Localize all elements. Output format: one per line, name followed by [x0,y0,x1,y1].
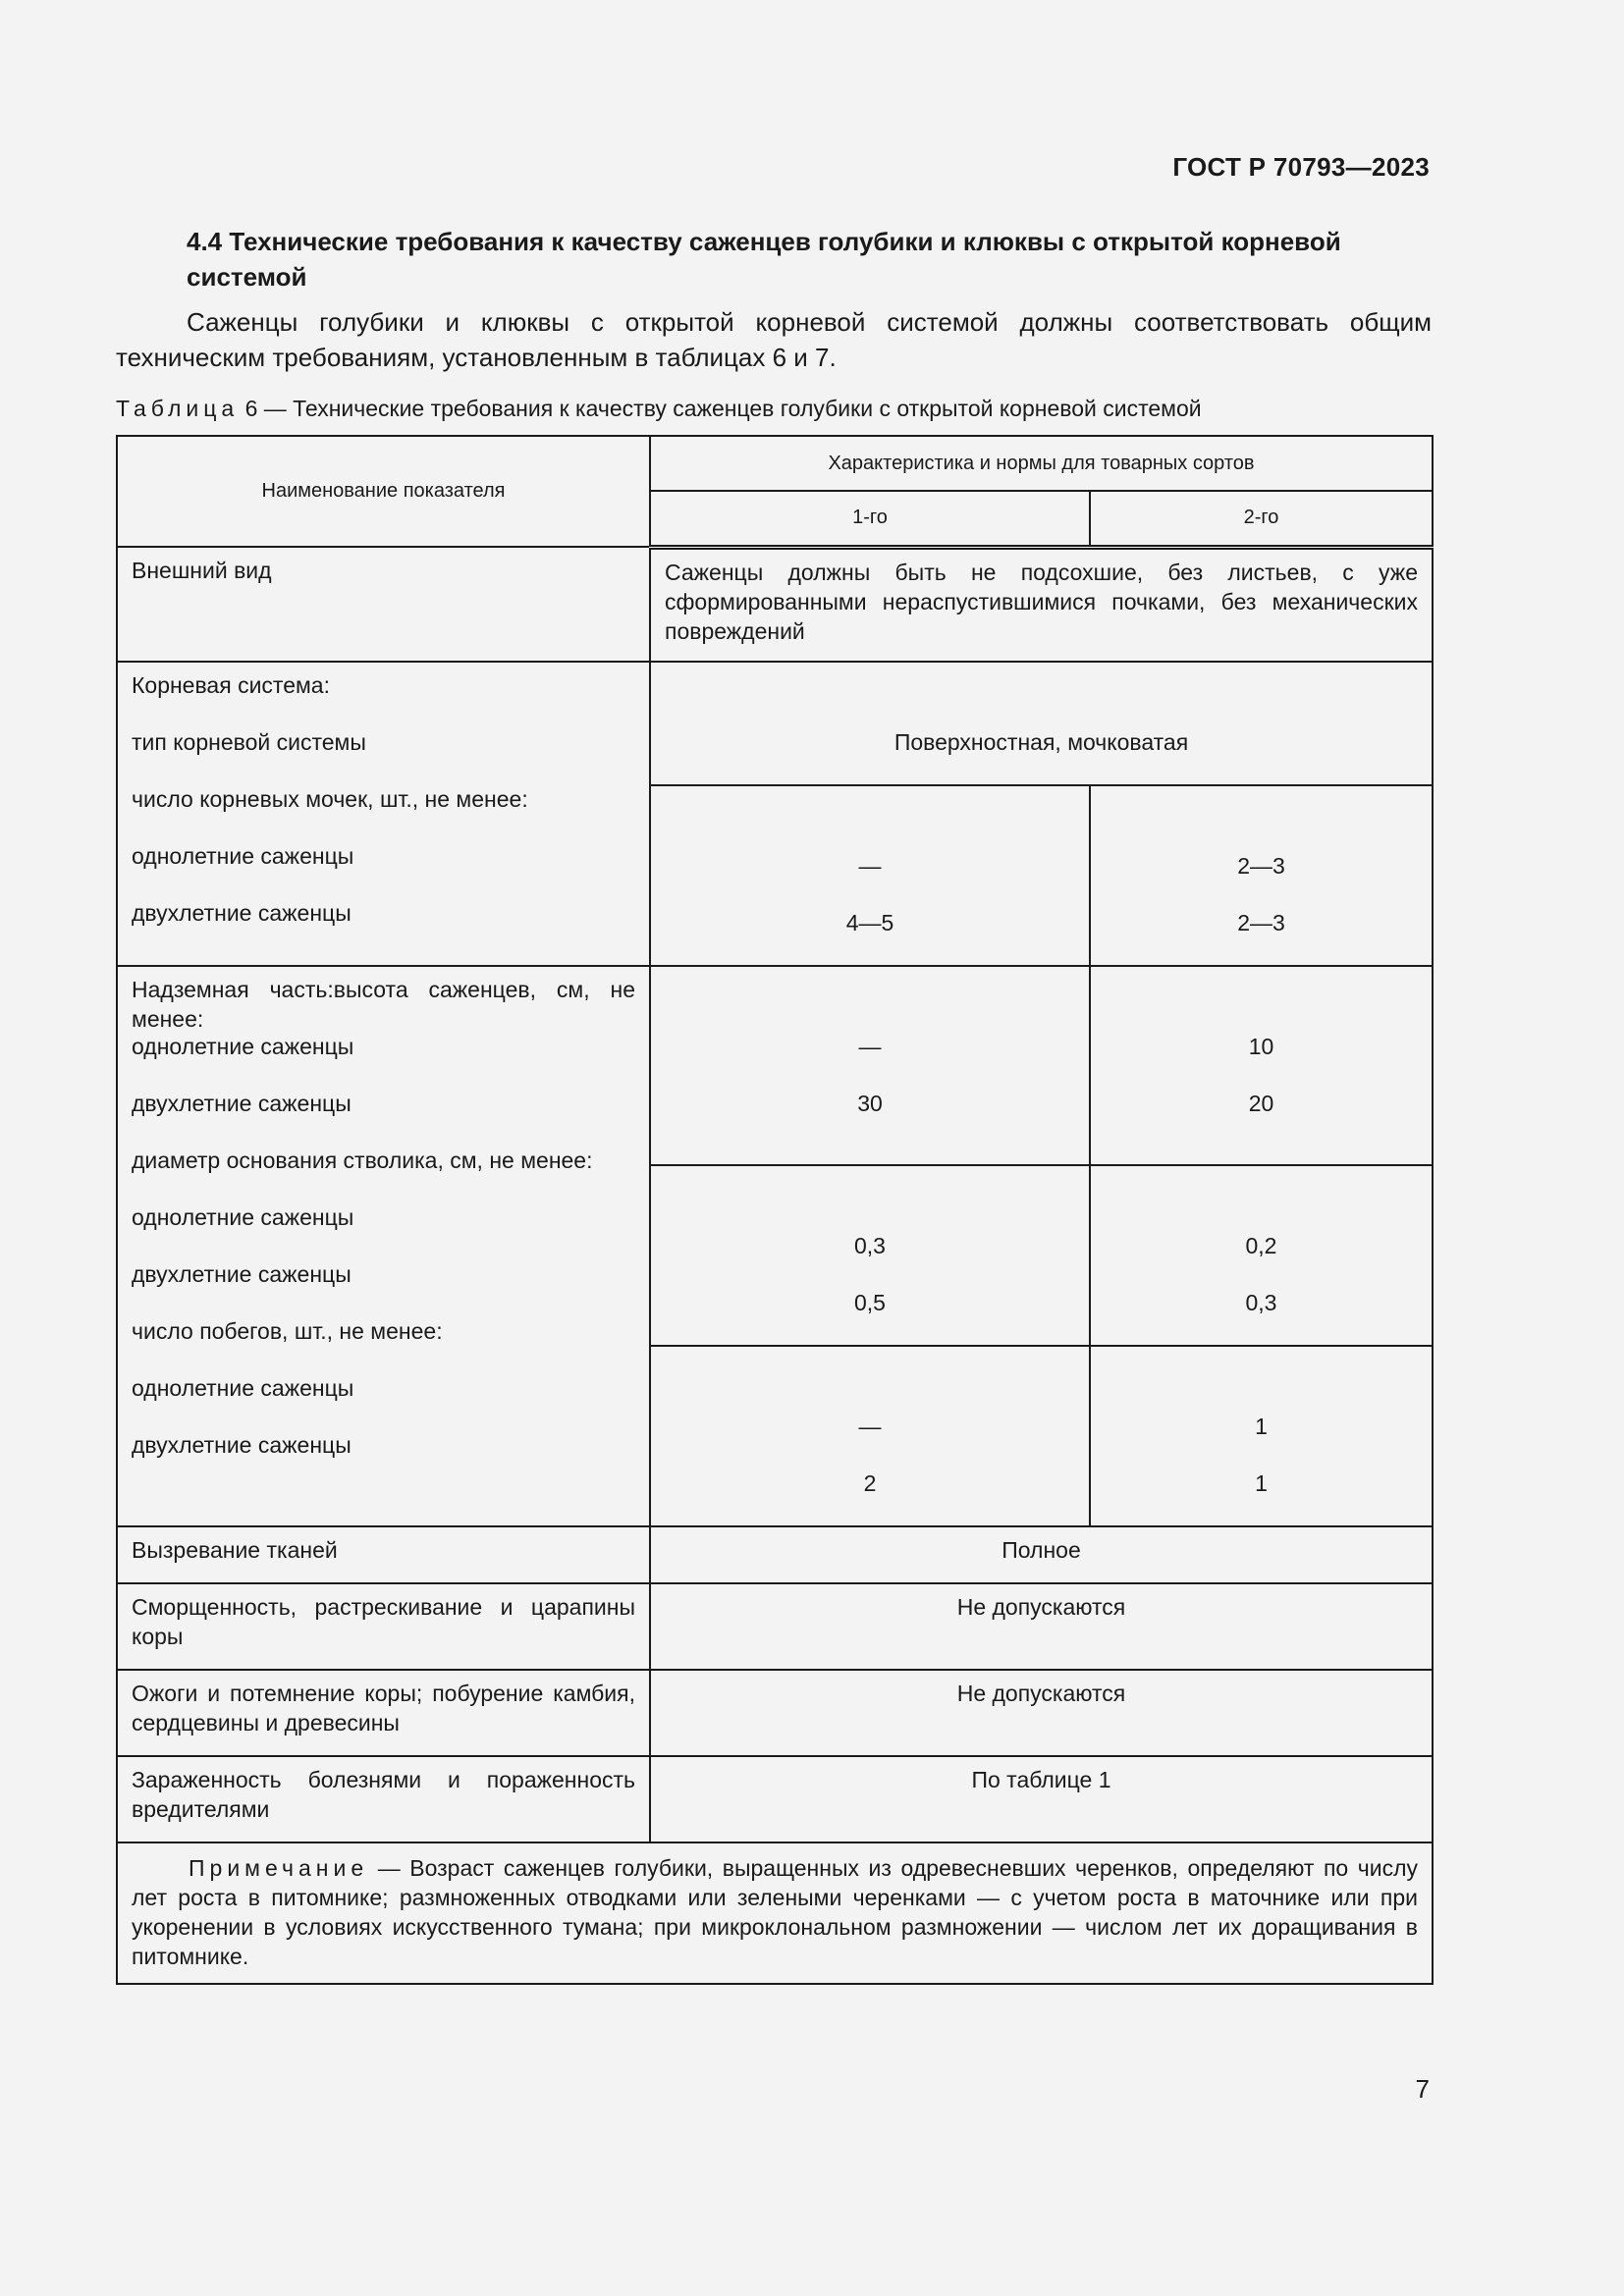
infection-label: Зараженность болезнями и пораженность вредителями [132,1767,635,1822]
requirements-table [116,435,1434,1985]
table-caption-word: Таблица [116,396,240,421]
note-text: — Возраст саженцев голубики, выращенных из одревесневших черенков, определяют по числу лет роста в питомнике; размноженных отводками или зелеными черенками — с учетом роста в маточнике или при укоренении в условиях искусственного тумана; при микроклональном размножении — числом лет их доращивания в питомнике. [132,1855,1418,1969]
table-caption-text: 6 — Технические требования к качеству саженцев голубики с открытой корневой системой [244,396,1202,421]
diameter-one-year-g2: 0,2 [1245,1233,1277,1258]
diameter-one-year-g1: 0,3 [854,1233,886,1258]
height-one-year-g2: 10 [1248,1034,1274,1059]
table-note-row [117,1842,1433,1984]
roots-type-value: Поверхностная, мочковатая [893,729,1189,755]
roots-label: Корневая система: [132,672,330,698]
table-row [117,1670,1433,1756]
table-row [117,662,1433,785]
header-grade-1: 1-го [650,491,1090,547]
row-value: Саженцы должны быть не подсохшие, без листьев, с уже сформированными нераспустившимися почками, без механических повреждений [665,559,1418,644]
maturation-label: Вызревание тканей [132,1537,338,1563]
diameter-one-year-label: однолетние саженцы [132,1204,354,1230]
table-row [117,1526,1433,1583]
table-row [117,966,1433,1165]
height-two-year-g1: 30 [857,1091,883,1116]
intro-paragraph [116,304,1432,375]
roots-two-year-g1: 4—5 [845,910,894,935]
table-row [117,547,1433,662]
burns-label: Ожоги и потемнение коры; побурение камбия, сердцевины и древесины [132,1681,635,1735]
diameter-two-year-label: двухлетние саженцы [132,1261,352,1287]
maturation-value: Полное [1001,1537,1081,1563]
roots-count-label: число корневых мочек, шт., не менее: [132,786,528,812]
roots-one-year-g2: 2—3 [1237,853,1285,879]
burns-value: Не допускаются [956,1681,1126,1706]
shoots-one-year-label: однолетние саженцы [132,1375,354,1401]
row-label: Внешний вид [132,558,272,583]
roots-type-label: тип корневой системы [132,729,366,755]
roots-one-year-g1: — [858,853,882,879]
wrinkling-label: Сморщенность, растрескивание и царапины коры [132,1594,635,1649]
diameter-two-year-g1: 0,5 [854,1290,886,1315]
table-note [118,1843,1432,1983]
diameter-two-year-g2: 0,3 [1245,1290,1277,1315]
diameter-label: диаметр основания стволика, см, не менее: [132,1148,593,1173]
shoots-label: число побегов, шт., не менее: [132,1318,443,1344]
table-caption [116,393,1432,424]
header-grade-2: 2-го [1090,491,1433,547]
aerial-label: Надземная часть:высота саженцев, см, не менее: [132,977,635,1032]
shoots-two-year-g1: 2 [863,1470,877,1496]
aerial-two-year-label: двухлетние саженцы [132,1091,352,1116]
height-two-year-g2: 20 [1248,1091,1274,1116]
shoots-one-year-g1: — [858,1414,882,1439]
aerial-one-year-label: однолетние саженцы [132,1034,354,1059]
section-title: 4.4 Технические требования к качеству саженцев голубики и клюквы с открытой корневой системой [187,227,1341,292]
header-indicator: Наименование показателя [117,436,650,547]
shoots-one-year-g2: 1 [1255,1414,1268,1439]
standard-designation: ГОСТ Р 70793—2023 [1172,152,1430,182]
intro-text: Саженцы голубики и клюквы с открытой корневой системой должны соответствовать общим техническим требованиям, установленным в таблицах 6 и 7. [116,307,1432,372]
roots-one-year-label: однолетние саженцы [132,843,354,869]
shoots-two-year-label: двухлетние саженцы [132,1432,352,1458]
page-number: 7 [1415,2074,1430,2104]
wrinkling-value: Не допускаются [956,1594,1126,1620]
roots-two-year-label: двухлетние саженцы [132,900,352,926]
infection-value: По таблице 1 [971,1767,1111,1792]
table-row [117,1756,1433,1842]
shoots-two-year-g2: 1 [1255,1470,1268,1496]
roots-two-year-g2: 2—3 [1237,910,1285,935]
height-one-year-g1: — [858,1034,882,1059]
header-characteristics: Характеристика и нормы для товарных сортов [650,436,1433,491]
table-row [117,1583,1433,1670]
note-word: Примечание [189,1855,369,1881]
